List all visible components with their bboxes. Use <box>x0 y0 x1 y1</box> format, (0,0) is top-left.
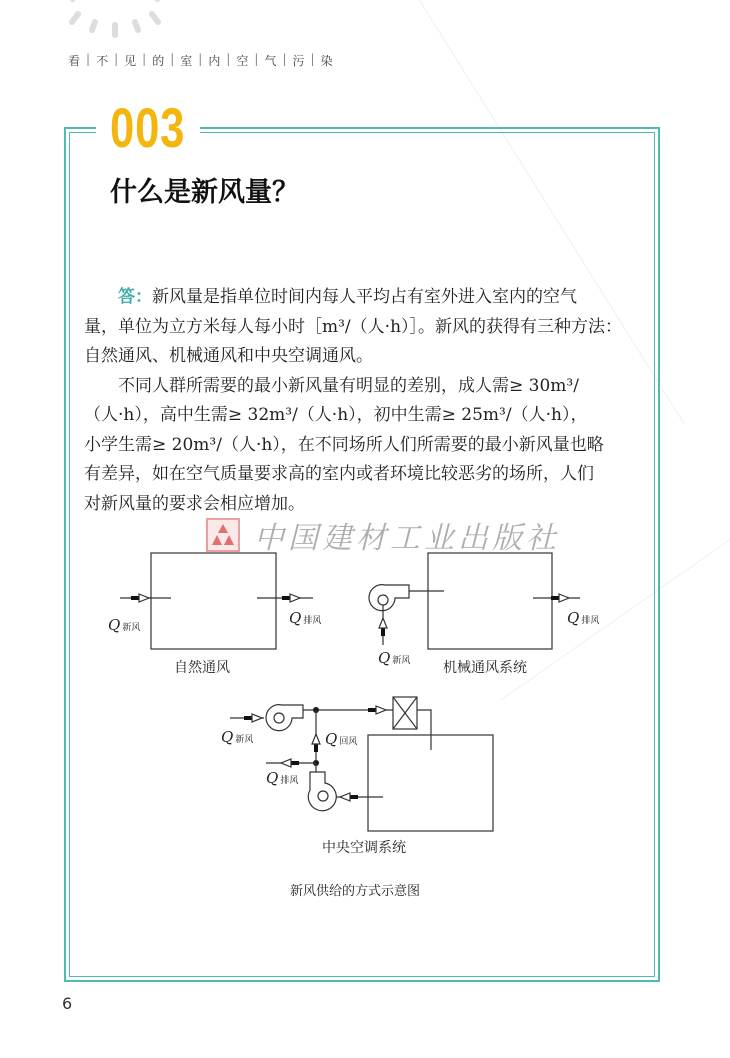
svg-text:Q排风: Q排风 <box>266 769 299 787</box>
page-number: 6 <box>62 994 73 1013</box>
header-char: 污 <box>292 54 305 68</box>
header-char: 室 <box>180 54 193 68</box>
svg-text:Q回风: Q回风 <box>325 730 358 748</box>
q-label: 排风 <box>303 616 322 626</box>
mechanical-caption: 机械通风系统 <box>443 660 527 676</box>
exhaust-arrow <box>281 759 299 767</box>
outflow-arrow <box>282 594 300 602</box>
section-number: 003 <box>110 96 186 159</box>
header-char: 见 <box>124 54 137 68</box>
text-line: （人·h），高中生需≥ 32m³/（人·h），初中生需≥ 25m³/（人·h）， <box>84 405 588 425</box>
inflow-arrow <box>244 714 262 722</box>
svg-text:Q新风: Q新风 <box>221 728 254 746</box>
header-separator: | <box>254 52 259 66</box>
header-char: 染 <box>320 54 333 68</box>
figure-caption: 新风供给的方式示意图 <box>290 884 421 899</box>
header-separator: | <box>114 52 119 66</box>
natural-ventilation-diagram <box>120 553 313 649</box>
svg-text:Q排风: Q排风 <box>567 609 600 627</box>
svg-text:Q新风: Q新风 <box>378 649 411 667</box>
header-separator: | <box>282 52 287 66</box>
q-label: 回风 <box>339 737 358 747</box>
fan-icon <box>308 772 336 811</box>
header-separator: | <box>198 52 203 66</box>
text-line: 不同人群所需要的最小新风量有明显的差别，成人需≥ 30m³/ <box>118 375 579 396</box>
header-separator: | <box>86 52 91 66</box>
return-inflow-arrow <box>340 793 358 801</box>
header-char: 空 <box>236 54 249 68</box>
supply-arrow <box>368 706 386 714</box>
inflow-arrow <box>379 618 387 636</box>
text-line: 自然通风、机械通风和中央空调通风。 <box>84 346 373 366</box>
header-separator: | <box>310 52 315 66</box>
q-label: 新风 <box>392 656 411 666</box>
header-char: 看 <box>68 54 81 68</box>
svg-text:Q新风 <box>108 616 140 634</box>
q-label: 排风 <box>280 776 299 786</box>
room-box <box>151 553 276 649</box>
header-char: 的 <box>152 54 165 68</box>
mechanical-ventilation-diagram <box>369 553 580 649</box>
header-char: 内 <box>208 54 221 68</box>
svg-text:Q排风: Q排风 <box>289 609 322 627</box>
fan-icon <box>369 585 409 611</box>
return-arrow <box>312 734 320 752</box>
room-box <box>428 553 552 649</box>
header-separator: | <box>142 52 147 66</box>
header-char: 气 <box>264 54 277 68</box>
q-label: 新风 <box>235 735 254 745</box>
fan-icon <box>266 705 303 731</box>
q-label: 新风 <box>122 623 141 633</box>
q-symbol: Q <box>108 616 121 634</box>
header-separator: | <box>226 52 231 66</box>
header-separator: | <box>170 52 175 66</box>
outflow-arrow <box>551 594 569 602</box>
header-char: 不 <box>96 54 109 68</box>
text-line: 对新风量的要求会相应增加。 <box>84 493 305 514</box>
central-ac-diagram <box>230 697 493 831</box>
text-line: 小学生需≥ 20m³/（人·h），在不同场所人们所需要的最小新风量也略 <box>84 434 604 455</box>
text-line: 新风量是指单位时间内每人平均占有室外进入室内的空气 <box>152 287 577 307</box>
section-title: 什么是新风量？ <box>110 177 299 208</box>
answer-label: 答： <box>118 287 152 307</box>
watermark-text: 中国建材工业出版社 <box>254 521 560 556</box>
text-line: 有差异，如在空气质量要求高的室内或者环境比较恶劣的场所，人们 <box>84 464 594 484</box>
natural-caption: 自然通风 <box>174 660 230 676</box>
text-line: 量，单位为立方米每人每小时［m³/（人·h）］。新风的获得有三种方法： <box>84 316 623 337</box>
central-caption: 中央空调系统 <box>322 840 406 856</box>
inflow-arrow <box>131 594 149 602</box>
q-label: 排风 <box>581 616 600 626</box>
